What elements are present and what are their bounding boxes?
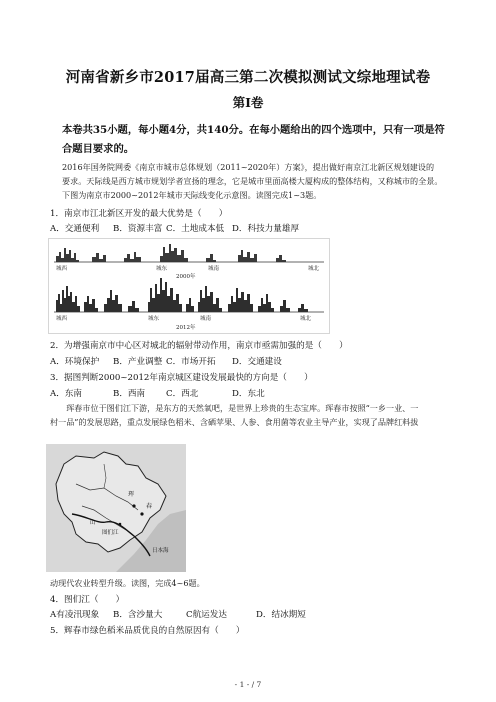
passage-line: 珲春市位于图们江下游，是东方的天然氧吧，是世界上珍贵的生态宝库。珲春市按照“一乡一业、一 bbox=[50, 403, 419, 413]
map-label-chun: 春 bbox=[146, 503, 153, 510]
label-bottom-east: 城东 bbox=[148, 316, 160, 322]
q1-option-b: B．资源丰富 bbox=[113, 224, 163, 234]
q2-option-d: D．交通建设 bbox=[232, 357, 282, 367]
passage-line: 下图为南京市2000~2012年城市天际线变化示意图。读图完成1~3题。 bbox=[62, 190, 322, 200]
map-label-tumen-river: 图们江 bbox=[102, 530, 119, 536]
hunchun-map bbox=[46, 444, 186, 572]
q3-option-b: B．西南 bbox=[113, 389, 146, 399]
label-top-east: 城东 bbox=[156, 266, 168, 272]
question-2: 2．为增强南京市中心区对城北的辐射带动作用，南京市亟需加强的是（ ） bbox=[50, 341, 348, 351]
year-2012-label: 2012年 bbox=[176, 325, 196, 331]
label-bottom-north: 城北 bbox=[300, 316, 312, 322]
q4-option-b: B．含沙量大 bbox=[113, 610, 163, 620]
question-3: 3．据图判断2000~2012年南京城区建设发展最快的方向是（ ） bbox=[50, 373, 313, 383]
passage-line: 要求。天际线是西方城市规划学者宣扬的理念，它是城市里面高楼大厦构成的整体结构，又称城市的全景。 bbox=[62, 176, 443, 186]
q1-option-d: D．科技力量雄厚 bbox=[232, 224, 300, 234]
map-label-sea: 日本海 bbox=[152, 548, 169, 554]
label-top-north: 城北 bbox=[308, 266, 320, 272]
q1-option-a: A．交通便利 bbox=[50, 224, 100, 234]
map-label-mountain: 山 bbox=[90, 520, 96, 526]
skyline-diagram bbox=[48, 238, 330, 334]
year-2000-label: 2000年 bbox=[176, 274, 196, 280]
q3-option-a: A．东南 bbox=[50, 389, 82, 399]
passage-line: 村一品”的发展思路，重点发展绿色稻米、含硒苹果、人参、食用菌等农业主导产业，实现了品牌红料拔 bbox=[50, 417, 419, 427]
instructions: 本卷共35小题，每小题4分，共140分。在每小题给出的四个选项中，只有一项是符合题目要求的。 bbox=[62, 124, 445, 155]
section-heading: 第Ⅰ卷 bbox=[232, 95, 264, 110]
q1-option-c: C．土地成本低 bbox=[166, 224, 225, 234]
question-4: 4．图们江（ ） bbox=[50, 595, 125, 605]
q4-option-a: A有凌汛现象 bbox=[50, 610, 100, 620]
question-5: 5．辉春市绿色稻米品质优良的自然原因有（ ） bbox=[50, 626, 245, 636]
q2-option-a: A．环境保护 bbox=[50, 357, 100, 367]
q3-option-d: D．东北 bbox=[232, 389, 265, 399]
passage-line: 2016年国务院网委《南京市城市总体规划（2011~2020年）方案》，提出做好南京江北新区规划建设的 bbox=[62, 162, 435, 172]
label-top-south: 城南 bbox=[208, 266, 220, 272]
q4-option-d: D．结冰期短 bbox=[256, 610, 306, 620]
skyline-figure bbox=[48, 238, 330, 334]
map-label-hun: 珲 bbox=[128, 491, 135, 498]
question-1: 1．南京市江北新区开发的最大优势是（ ） bbox=[50, 209, 228, 219]
passage-2 bbox=[50, 401, 470, 429]
page-number: - 1 - / 7 bbox=[234, 680, 262, 689]
label-bottom-south: 城南 bbox=[200, 316, 212, 322]
label-top-west: 城西 bbox=[56, 266, 68, 272]
q4-option-c: C航运发达 bbox=[186, 610, 227, 620]
label-bottom-west: 城西 bbox=[56, 316, 68, 322]
q2-option-b: B．产业调整 bbox=[113, 357, 163, 367]
q3-option-c: C．西北 bbox=[166, 389, 199, 399]
passage-1 bbox=[62, 160, 462, 202]
document-title: 河南省新乡市2017届高三第二次模拟测试文综地理试卷 bbox=[65, 69, 431, 86]
q2-option-c: C．市场开拓 bbox=[166, 357, 216, 367]
hunchun-map-figure bbox=[46, 444, 186, 572]
passage-3: 动现代农业转型升级。读图，完成4~6题。 bbox=[50, 578, 205, 588]
